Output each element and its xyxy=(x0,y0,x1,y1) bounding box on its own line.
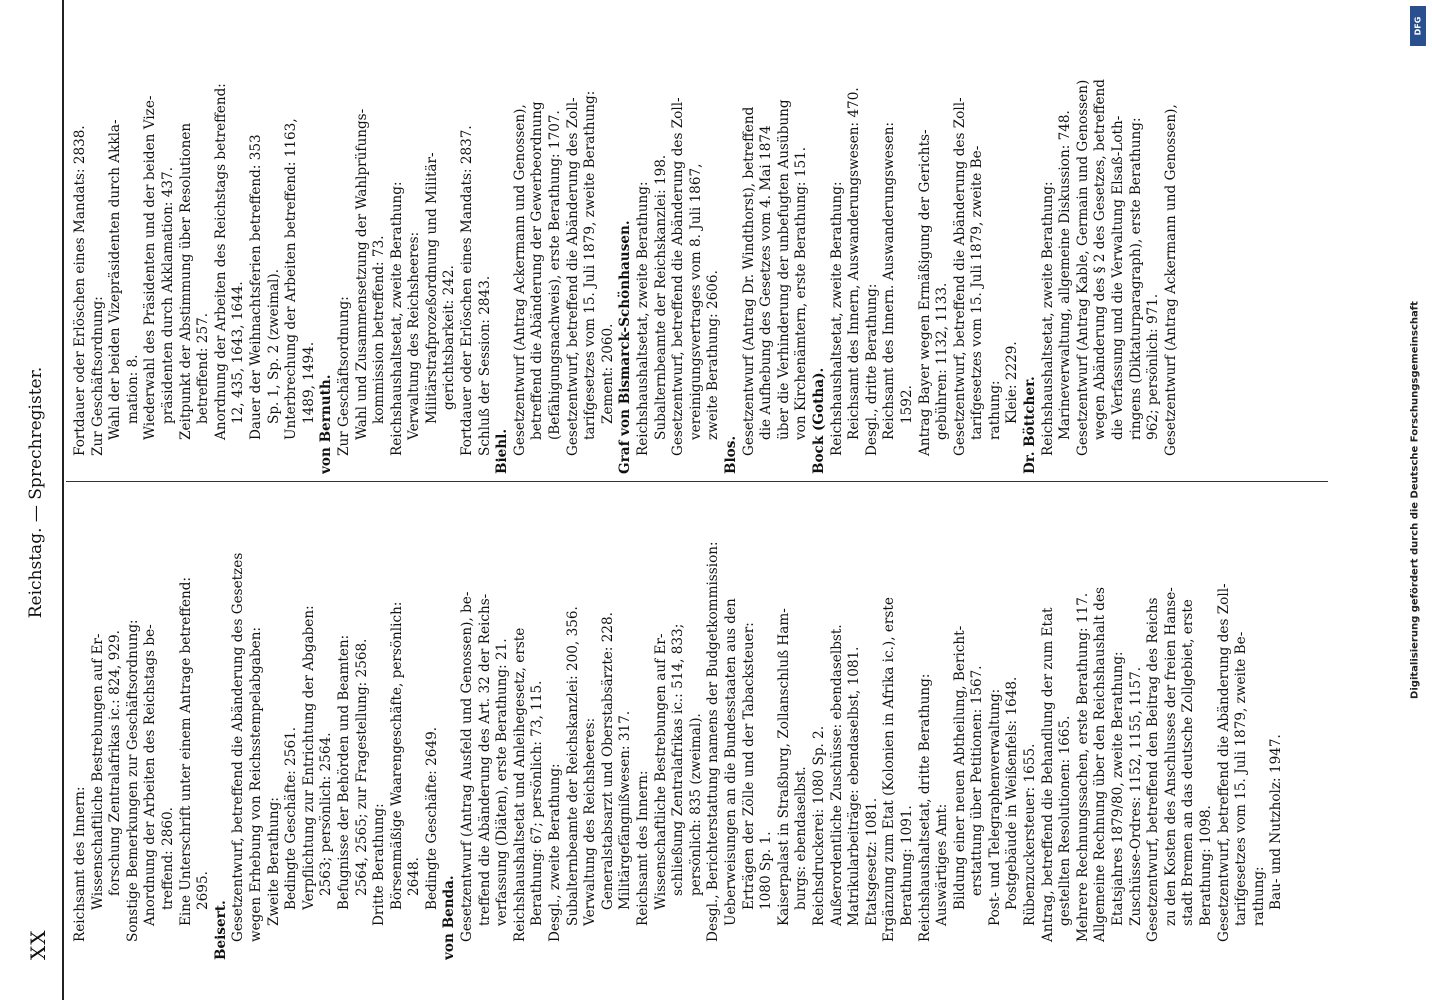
register-entry: betreffend die Abänderung der Gewerbeordnung xyxy=(529,101,546,440)
speaker-name: von Bernuth. xyxy=(318,374,335,474)
register-entry: Antrag Bayer wegen Ermäßigung der Gerichts- xyxy=(916,129,933,456)
register-entry: Börsenmäßige Waarengeschäfte, persönlich: xyxy=(388,601,405,910)
register-entry: Reichshaushaltsetat und Anleihegesetz, erste xyxy=(511,627,528,942)
register-entry: persönlich: 835 (zweimal). xyxy=(687,713,704,896)
register-entry: wegen Erhebung von Reichsstempelabgaben: xyxy=(247,626,264,942)
register-entry: Erträgen der Zölle und der Tabacksteuer: xyxy=(740,622,757,910)
register-entry: Reichshaushaltsetat, zweite Berathung: xyxy=(388,181,405,456)
register-entry: Reichsamt des Innern: xyxy=(635,770,651,926)
register-entry: Desgl., Berichterstattung namens der Budgetkommission: xyxy=(705,541,722,942)
register-entry: gestellten Resolutionen: 1665. xyxy=(1057,715,1074,926)
register-entry: Berathung: 1098. xyxy=(1198,805,1214,926)
register-entry: Bedingte Geschäfte: 2649. xyxy=(423,726,440,910)
register-entry: Etatsgesetz: 1081. xyxy=(863,797,880,926)
register-entry: 1489, 1494. xyxy=(300,341,317,424)
register-entry: Gesetzentwurf, betreffend die Abänderung des Gesetzes xyxy=(230,552,247,942)
header-rule xyxy=(62,0,64,1000)
page-number: XX xyxy=(26,929,50,960)
register-entry: Berathung: 67; persönlich: 73, 115. xyxy=(529,680,546,926)
speaker-name: Beisert. xyxy=(212,900,229,960)
register-entry: Reichsamt des Innern: xyxy=(72,786,88,942)
register-entry: Gesetzentwurf (Antrag Kable, Germain und Genossen) xyxy=(1074,79,1091,456)
register-entry: Matrikularbeiträge: ebendaselbst, 1081. xyxy=(846,646,863,926)
register-entry: Befugnisse der Behörden und Beamten: xyxy=(335,634,352,910)
register-entry: Kleie: 2229. xyxy=(1004,341,1021,424)
register-entry: Ueberweisungen an die Bundesstaaten aus den xyxy=(722,598,739,926)
register-entry: Generalstabsarzt und Oberstabsärzte: 228. xyxy=(599,611,616,910)
register-entry: Gesetzentwurf, betreffend die Abänderung des Zoll- xyxy=(670,97,687,456)
register-entry: Anordnung der Arbeiten des Reichstags be- xyxy=(142,624,159,926)
register-entry: Wahl der beiden Vizepräsidenten durch Akkla- xyxy=(107,119,124,440)
register-entry: rathung: xyxy=(1250,866,1267,926)
speaker-name: Bock (Gotha). xyxy=(810,367,827,474)
register-entry: Zement: 2060. xyxy=(599,323,616,424)
register-entry: 1080 Sp. 1. xyxy=(758,831,775,910)
register-entry: präsidenten durch Akklamation: 437. xyxy=(159,166,176,424)
register-entry: Wissenschaftliche Bestrebungen auf Er- xyxy=(652,633,669,910)
page-header xyxy=(20,25,60,960)
register-entry: Gesetzentwurf (Antrag Dr. Windthorst), betreffend xyxy=(740,106,757,456)
register-entry: Kaiserpalast in Straßburg, Zollanschluß Ham- xyxy=(775,608,792,926)
register-entry: 2564, 2565; zur Fragestellung: 2568. xyxy=(353,638,370,896)
register-entry: Auswärtiges Amt: xyxy=(934,803,951,926)
register-entry: kommission betreffend: 73. xyxy=(371,235,388,424)
register-entry: Zuschüsse-Ordres: 1152, 1155, 1157. xyxy=(1127,666,1144,926)
register-entry: Wahl und Zusammensetzung der Wahlprüfungs- xyxy=(353,108,370,440)
register-entry: Bildung einer neuen Abtheilung, Bericht- xyxy=(951,625,968,910)
register-entry: verfassung (Diäten), erste Berathung: 21. xyxy=(494,638,511,926)
register-entry: Militärgefängnißwesen: 317. xyxy=(617,710,634,910)
register-entry: (Befähigungsnachweis), erste Berathung: 1707. xyxy=(547,110,564,440)
register-entry: Desgl., zweite Berathung: xyxy=(547,763,564,942)
register-entry: Bau- und Nutzholz: 1947. xyxy=(1268,734,1285,910)
register-entry: Fortdauer oder Erlöschen eines Mandats: 2838. xyxy=(72,125,88,456)
register-entry: schließung Zentralafrikas ic.: 514, 833; xyxy=(670,623,687,896)
register-entry: Reichshaushaltsetat, zweite Berathung: xyxy=(1039,181,1056,456)
register-entry: Unterbrechung der Arbeiten betreffend: 1163, xyxy=(283,118,300,440)
register-entry: die Verfassung und die Verwaltung Elsaß-Loth- xyxy=(1110,115,1127,440)
register-entry: Allgemeine Rechnung über den Reichshaushalt des xyxy=(1092,586,1109,942)
register-entry: Militärstrafprozeßordnung und Militär- xyxy=(423,152,440,424)
register-entry: Gesetzentwurf (Antrag Ackermann und Genossen), xyxy=(1162,104,1179,456)
register-entry: Reichsamt des Innern, Auswanderungswesen: 470. xyxy=(846,87,863,440)
register-entry: mation: 8. xyxy=(124,354,141,424)
register-entry: Gesetzentwurf, betreffend die Abänderung des Zoll- xyxy=(951,97,968,456)
register-entry: Zur Geschäftsordnung: xyxy=(89,296,106,456)
register-entry: 1592. xyxy=(898,385,915,424)
register-entry: Ergänzung zum Etat (Kolonien in Afrika ic.), erste xyxy=(881,597,898,942)
register-entry: ringens (Diktaturparagraph), erste Berathung: xyxy=(1127,117,1144,440)
register-entry: Subalternbeamte der Reichskanzlei: 200, 356. xyxy=(564,606,581,926)
register-entry: Eine Unterschrift unter einem Antrage betreffend: xyxy=(177,576,194,926)
register-entry: Anordnung der Arbeiten des Reichstags betreffend: xyxy=(212,83,229,440)
register-entry: zu den Kosten des Anschlusses der freien Hanse- xyxy=(1162,587,1179,926)
register-entry: Reichshaushaltsetat, dritte Berathung: xyxy=(916,673,933,942)
register-entry: Schluß der Session: 2843. xyxy=(476,275,493,456)
dfg-logo xyxy=(1410,6,1426,46)
register-entry: Reichsdruckerei: 1080 Sp. 2. xyxy=(810,725,827,926)
register-entry: Gesetzentwurf (Antrag Ackermann und Genossen), xyxy=(511,104,528,456)
register-entry: Postgebäude in Weißenfels: 1648. xyxy=(1004,676,1021,910)
register-entry: Fortdauer oder Erlöschen eines Mandats: 2837. xyxy=(459,125,476,456)
register-entry: Marineverwaltung, allgemeine Diskussion: 748. xyxy=(1057,110,1074,440)
register-entry: Dritte Berathung: xyxy=(371,803,388,926)
register-entry: burgs: ebendaselbst. xyxy=(793,766,810,910)
register-entry: Verwaltung des Reichsheeres: xyxy=(582,717,599,926)
speaker-name: Biehl. xyxy=(494,428,511,474)
left-column xyxy=(72,488,1286,960)
register-entry: treffend: 2860. xyxy=(159,807,176,910)
register-entry: 962; persönlich: 971. xyxy=(1145,293,1162,440)
register-entry: zweite Berathung: 2606. xyxy=(705,270,722,440)
register-entry: 2695. xyxy=(195,871,212,910)
register-entry: Bedingte Geschäfte: 2561. xyxy=(283,726,300,910)
register-entry: Sp. 1, Sp. 2 (zweimal). xyxy=(265,268,282,424)
register-entry: Etatsjahres 1879/80, zweite Berathung: xyxy=(1110,651,1127,926)
register-entry: Desgl., dritte Berathung: xyxy=(863,283,880,456)
column-divider xyxy=(66,481,1328,482)
page-title: Reichstag. — Sprechregister. xyxy=(26,366,46,619)
register-entry: tarifgesetzes vom 15. Juli 1879, zweite Be- xyxy=(1233,631,1250,926)
register-entry: Reichshaushaltsetat, zweite Berathung: xyxy=(635,181,651,456)
register-entry: 2563; persönlich: 2564. xyxy=(318,732,335,896)
speaker-name: Blos. xyxy=(722,435,739,474)
register-entry: betreffend: 257. xyxy=(195,312,212,424)
speaker-name: von Benda. xyxy=(441,875,458,960)
register-entry: rathung: xyxy=(986,380,1003,440)
register-entry: Berathung: 1091. xyxy=(898,805,915,926)
register-entry: die Aufhebung des Gesetzes vom 4. Mai 1874 xyxy=(758,125,775,440)
speaker-name: Graf von Bismarck-Schönhausen. xyxy=(617,220,634,474)
digitization-credit xyxy=(1404,0,1426,1000)
register-entry: Wissenschaftliche Bestrebungen auf Er- xyxy=(89,633,106,910)
register-entry: gerichtsbarkeit: 242. xyxy=(441,265,458,410)
dfg-logo-text: DFG xyxy=(1413,16,1423,36)
register-entry: Zur Geschäftsordnung: xyxy=(335,296,352,456)
register-entry: vereinigungsvertrages vom 8. Juli 1867, xyxy=(687,163,704,440)
register-entry: Reichsamt des Innern. Auswanderungswesen: xyxy=(881,121,898,440)
register-entry: 2648. xyxy=(406,857,423,896)
register-entry: Verpflichtung zur Entrichtung der Abgaben: xyxy=(300,605,317,910)
register-entry: Zeitpunkt der Abstimmung über Resolutionen xyxy=(177,122,194,440)
register-entry: Reichshaushaltsetat, zweite Berathung: xyxy=(828,181,845,456)
register-entry: Gesetzentwurf, betreffend die Abänderung des Zoll- xyxy=(1215,583,1232,942)
register-entry: Sonstige Bemerkungen zur Geschäftsordnung: xyxy=(124,619,141,942)
register-entry: gebühren: 1132, 1133. xyxy=(934,282,951,440)
register-entry: Antrag, betreffend die Behandlung der zum Etat xyxy=(1039,607,1056,942)
register-entry: Gesetzentwurf, betreffend die Abänderung des Zoll- xyxy=(564,97,581,456)
register-entry: stadt Bremen an das deutsche Zollgebiet, erste xyxy=(1180,599,1197,926)
register-entry: Zweite Berathung: xyxy=(265,797,282,926)
register-entry: tarifgesetzes vom 15. Juli 1879, zweite Be- xyxy=(969,145,986,440)
register-entry: tarifgesetzes vom 15. Juli 1879, zweite Berathung: xyxy=(582,90,599,440)
register-entry: forschung Zentralafrikas ic.: 824, 929. xyxy=(107,630,124,896)
credit-text: Digitalisierung gefördert durch die Deutsche Forschungsgemeinschaft xyxy=(1409,301,1421,699)
register-entry: Gesetzentwurf, betreffend den Beitrag des Reichs xyxy=(1145,597,1162,942)
register-entry: von Kirchenämtern, erste Berathung: 151. xyxy=(793,146,810,440)
register-entry: Wiederwahl des Präsidenten und der beiden Vize- xyxy=(142,95,159,440)
register-entry: Mehrere Rechnungssachen, erste Berathung: 117. xyxy=(1074,592,1091,942)
register-entry: erstattung über Petitionen: 1567. xyxy=(969,665,986,896)
register-entry: Rübenzuckersteuer: 1655. xyxy=(1022,743,1039,926)
register-entry: treffend die Abänderung des Art. 32 der Reichs- xyxy=(476,593,493,926)
register-entry: Außerordentliche Zuschüsse: ebendaselbst. xyxy=(828,624,845,926)
register-entry: Subalternbeamte der Reichskanzlei: 198. xyxy=(652,154,669,440)
speaker-name: Dr. Böttcher. xyxy=(1022,376,1039,474)
register-entry: Post- und Telegraphenverwaltung: xyxy=(986,688,1003,926)
register-entry: Verwaltung des Reichsheeres: xyxy=(406,231,423,440)
register-entry: über die Verhinderung der unbefugten Ausübung xyxy=(775,99,792,440)
register-entry: Dauer der Weihnachtsferien betreffend: 353 xyxy=(247,134,264,440)
register-entry: 12, 435, 1643, 1644. xyxy=(230,281,247,424)
register-entry: wegen Abänderung des § 2 des Gesetzes, betreffend xyxy=(1092,79,1109,440)
register-entry: Gesetzentwurf (Antrag Ausfeld und Genossen), be- xyxy=(459,591,476,942)
right-column xyxy=(72,19,1180,474)
